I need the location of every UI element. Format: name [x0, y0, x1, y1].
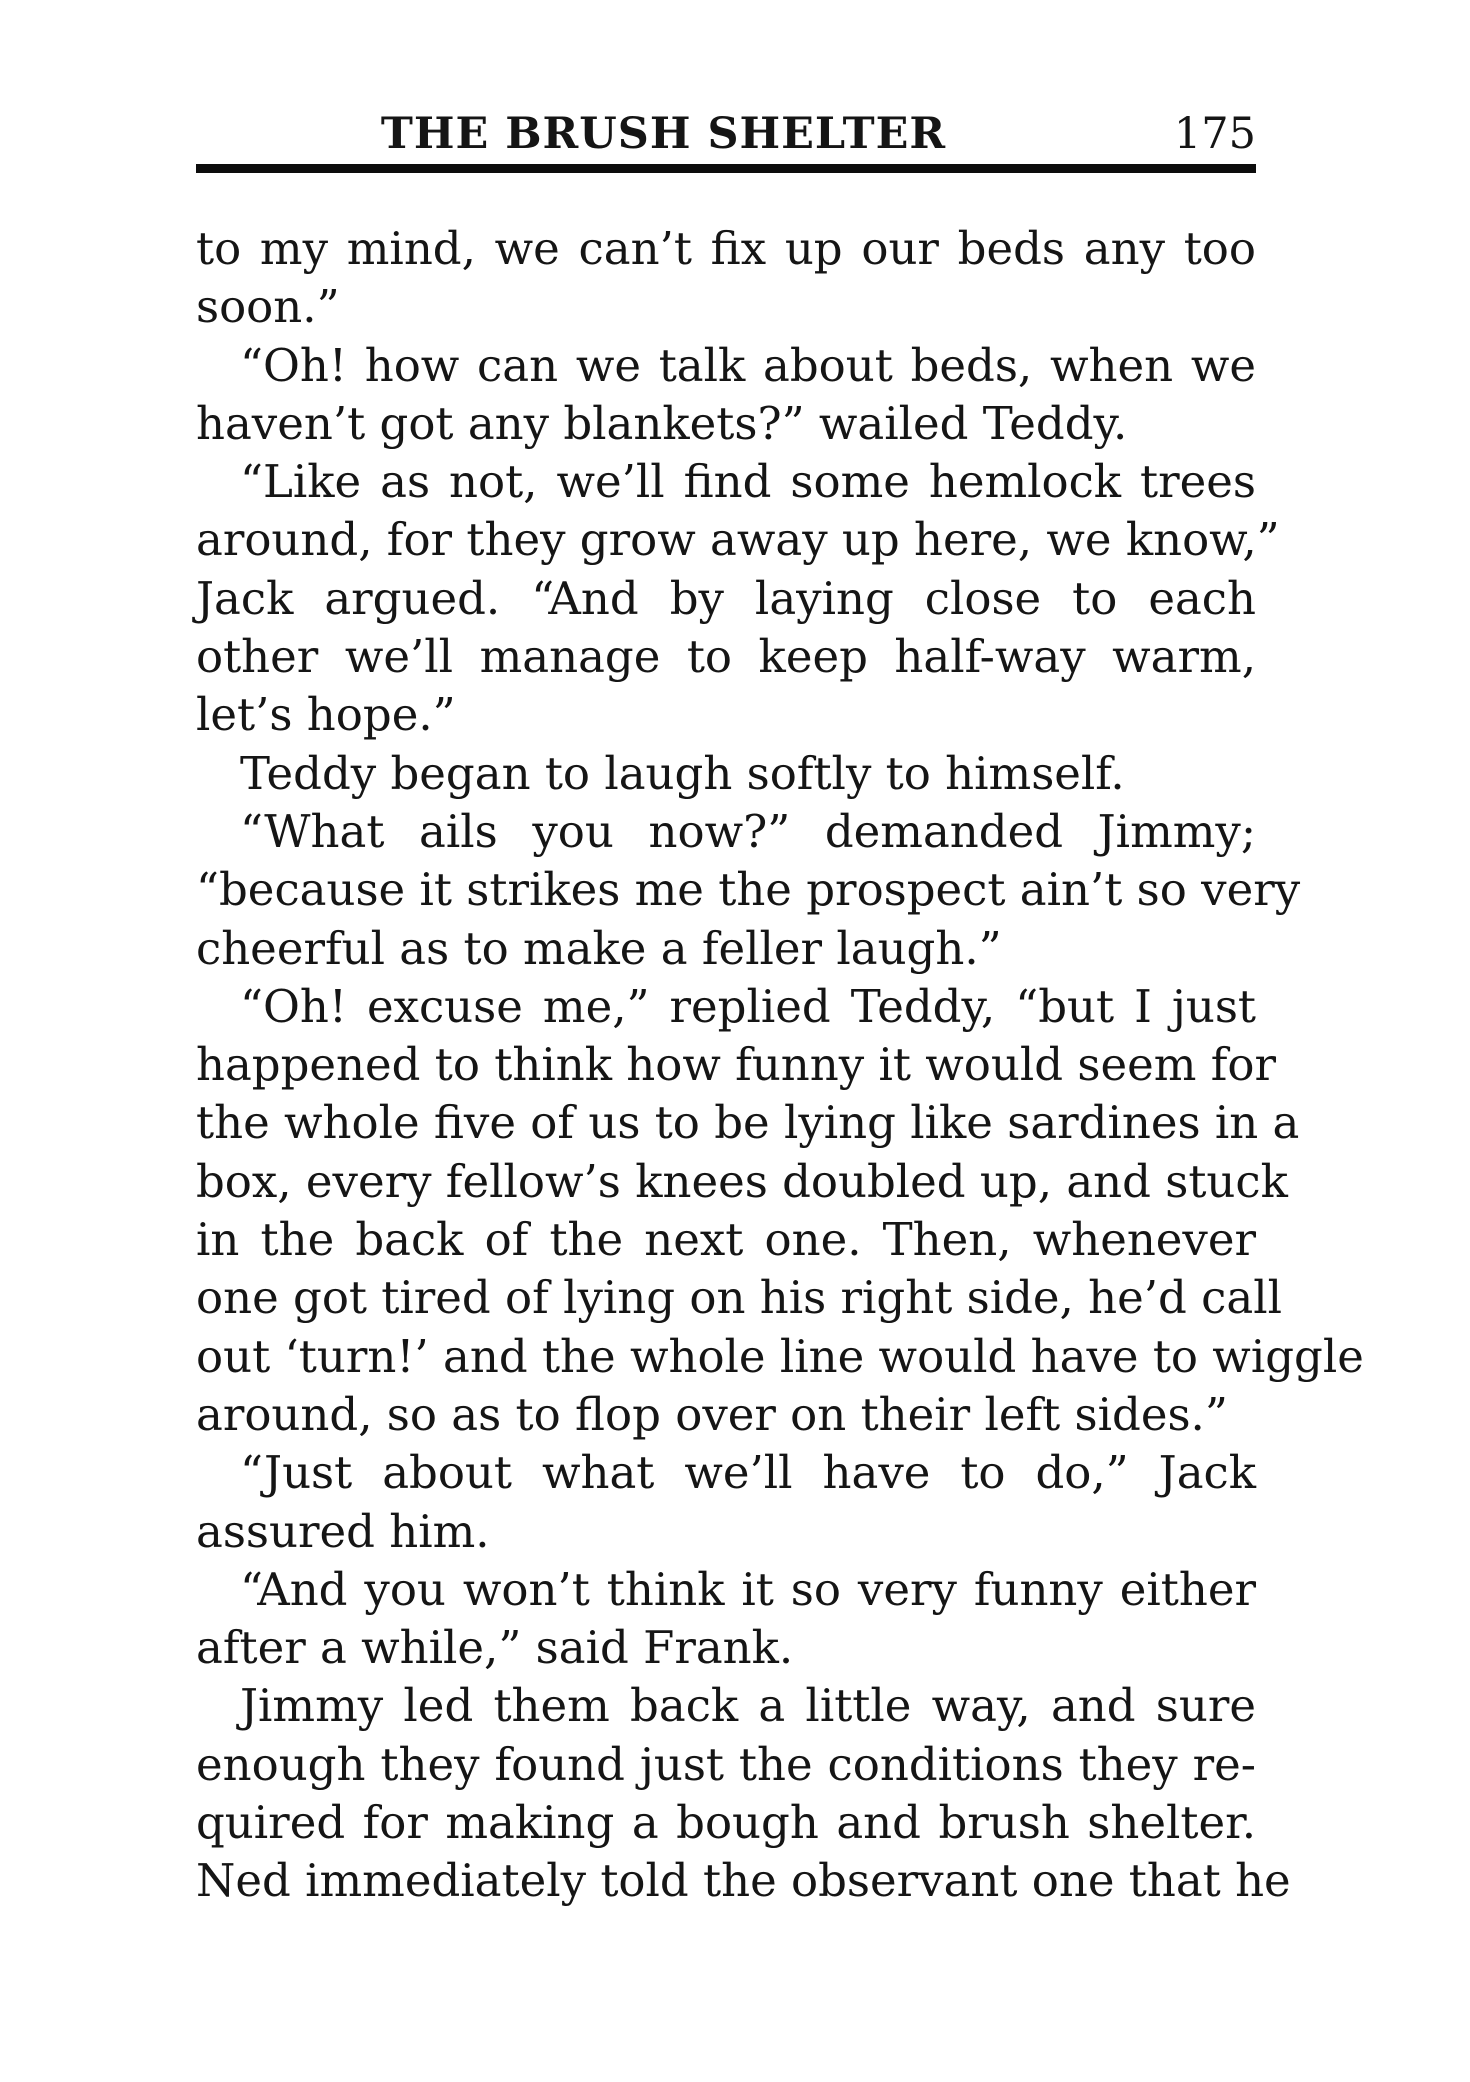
text-line: cheerful as to make a feller laugh.” — [196, 921, 1002, 975]
text-line: “Oh! excuse me,” replied Teddy, “but I just — [240, 979, 1256, 1033]
text-line: Teddy began to laugh softly to himself. — [240, 746, 1125, 800]
body-text — [196, 220, 1364, 1911]
text-line: one got tired of lying on his right side, he’d call — [196, 1271, 1282, 1325]
text-line: to my mind, we can’t fix up our beds any too — [196, 222, 1256, 275]
text-line: quired for making a bough and brush shelter. — [196, 1796, 1256, 1850]
text-line: soon.” — [196, 280, 340, 334]
text-line: Ned immediately told the observant one that he — [196, 1854, 1291, 1908]
text-line: after a while,” said Frank. — [196, 1621, 794, 1675]
running-header — [196, 102, 1256, 168]
text-line: Jimmy led them back a little way, and sure — [240, 1679, 1256, 1733]
text-line: in the back of the next one. Then, whenever — [196, 1213, 1256, 1267]
text-line: around, for they grow away up here, we know,” — [196, 513, 1280, 567]
running-title: THE BRUSH SHELTER — [380, 109, 947, 159]
text-line: let’s hope.” — [196, 688, 456, 742]
text-line: out ‘turn!’ and the whole line would have to wiggle — [196, 1329, 1364, 1383]
text-line: “Oh! how can we talk about beds, when we — [240, 338, 1256, 392]
page-number: 175 — [1173, 109, 1256, 159]
header-rule — [196, 164, 1256, 173]
text-line: “Just about what we’ll have to do,” Jack — [240, 1446, 1256, 1500]
text-line: “Like as not, we’ll find some hemlock trees — [240, 455, 1256, 509]
text-line: enough they found just the conditions they re- — [196, 1737, 1256, 1791]
text-line: other we’ll manage to keep half-way warm, — [196, 630, 1256, 684]
text-line: assured him. — [196, 1504, 490, 1558]
text-line: Jack argued. “And by laying close to each — [196, 571, 1256, 625]
text-line: happened to think how funny it would seem for — [196, 1038, 1276, 1092]
text-line: box, every fellow’s knees doubled up, and stuck — [196, 1154, 1288, 1208]
text-line: the whole five of us to be lying like sardines in a — [196, 1096, 1300, 1150]
text-line: around, so as to flop over on their left sides.” — [196, 1387, 1228, 1441]
text-line: “What ails you now?” demanded Jimmy; — [240, 804, 1256, 858]
text-line: haven’t got any blankets?” wailed Teddy. — [196, 396, 1128, 450]
text-line: “because it strikes me the prospect ain’t so very — [196, 863, 1301, 917]
text-line: “And you won’t think it so very funny either — [240, 1562, 1256, 1616]
